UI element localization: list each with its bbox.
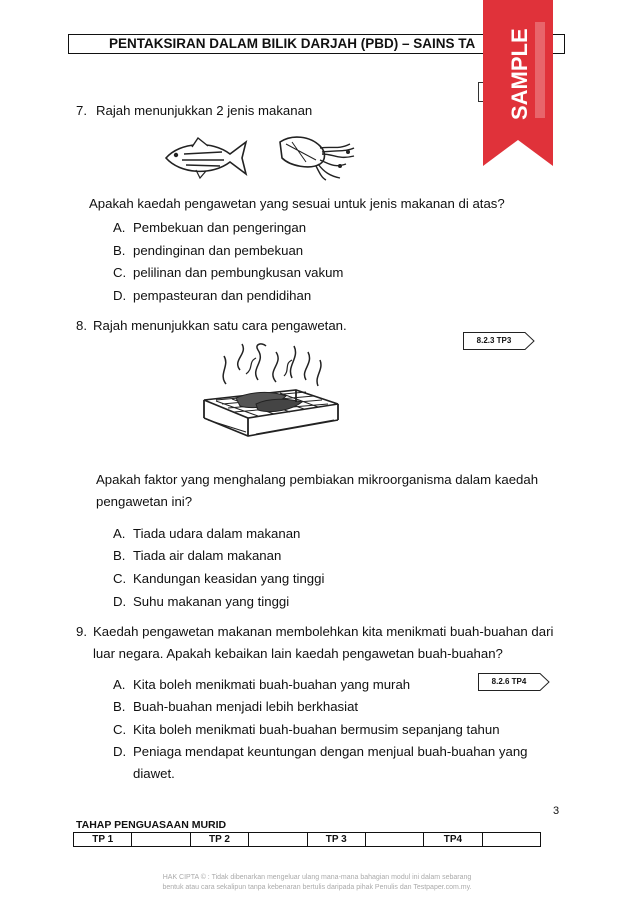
tp2-box xyxy=(249,833,307,847)
tp3-label: TP 3 xyxy=(307,833,365,847)
q9-skill-tag-text: 8.2.6 TP4 xyxy=(491,677,527,686)
q8-option-c: Kandungan keasidan yang tinggi xyxy=(133,571,325,586)
q9-option-b: Buah-buahan menjadi lebih berkhasiat xyxy=(133,699,359,714)
tp4-box xyxy=(482,833,540,847)
squid-illustration xyxy=(276,132,358,182)
tp2-label: TP 2 xyxy=(190,833,248,847)
question-8-text: Rajah menunjukkan satu cara pengawetan. xyxy=(93,318,347,333)
tahap-table xyxy=(73,832,541,847)
tp1-box xyxy=(132,833,190,847)
q7-option-d: pempasteuran dan pendidihan xyxy=(133,288,312,303)
q7-option-d-letter: D. xyxy=(113,288,127,303)
q7-option-b: pendinginan dan pembekuan xyxy=(133,243,304,258)
q7-option-a-letter: A. xyxy=(113,220,126,235)
q7-option-b-letter: B. xyxy=(113,243,126,258)
question-7-text: Rajah menunjukkan 2 jenis makanan xyxy=(96,103,313,118)
tp4-label: TP4 xyxy=(424,833,482,847)
q9-option-b-letter: B. xyxy=(113,699,126,714)
sample-watermark-text: SAMPLE xyxy=(507,28,532,120)
tp1-label: TP 1 xyxy=(74,833,132,847)
tahap-title: TAHAP PENGUASAAN MURID xyxy=(76,819,227,831)
page-number: 3 xyxy=(553,805,560,817)
fish-illustration xyxy=(162,134,248,180)
q8-option-b: Tiada air dalam makanan xyxy=(133,548,282,563)
smoking-illustration xyxy=(196,340,346,445)
q9-option-d-letter: D. xyxy=(113,744,127,759)
question-9-number: 9. xyxy=(76,624,87,639)
q7-option-a: Pembekuan dan pengeringan xyxy=(133,220,307,235)
q8-skill-tag xyxy=(463,332,535,350)
copyright-line2: bentuk atau cara sekalipun tanpa kebenaran bertulis daripada pihak Penulis dan Testpaper.com.my. xyxy=(162,884,472,891)
question-7-number: 7. xyxy=(76,103,87,118)
question-8-number: 8. xyxy=(76,318,87,333)
q9-option-d: Peniaga mendapat keuntungan dengan menjual buah-buahan yang xyxy=(133,744,528,759)
q8-option-b-letter: B. xyxy=(113,548,126,563)
tp3-box xyxy=(365,833,423,847)
q8-option-a-letter: A. xyxy=(113,526,126,541)
q8-skill-tag-text: 8.2.3 TP3 xyxy=(476,336,512,345)
q8-option-d: Suhu makanan yang tinggi xyxy=(133,594,290,609)
question-8-prompt-line2: pengawetan ini? xyxy=(96,494,193,509)
copyright-line1: HAK CIPTA © : Tidak dibenarkan mengeluar ulang mana-mana bahagian modul ini dalam sebarang xyxy=(162,874,472,881)
question-7-prompt: Apakah kaedah pengawetan yang sesuai untuk jenis makanan di atas? xyxy=(89,196,505,211)
q9-option-a: Kita boleh menikmati buah-buahan yang murah xyxy=(133,677,411,692)
q7-option-c: pelilinan dan pembungkusan vakum xyxy=(133,265,344,280)
q9-option-a-letter: A. xyxy=(113,677,126,692)
question-8-prompt-line1: Apakah faktor yang menghalang pembiakan mikroorganisma dalam kaedah xyxy=(96,472,539,487)
question-9-text-line1: Kaedah pengawetan makanan membolehkan kita menikmati buah-buahan dari xyxy=(93,624,554,639)
header-title: PENTAKSIRAN DALAM BILIK DARJAH (PBD) – SAINS TA xyxy=(109,36,476,51)
q8-option-d-letter: D. xyxy=(113,594,127,609)
q8-option-c-letter: C. xyxy=(113,571,127,586)
q9-option-d-line2: diawet. xyxy=(133,766,175,781)
sample-ribbon xyxy=(483,0,553,166)
q9-option-c-letter: C. xyxy=(113,722,127,737)
q8-option-a: Tiada udara dalam makanan xyxy=(133,526,301,541)
question-9-text-line2: luar negara. Apakah kebaikan lain kaedah pengawetan buah-buahan? xyxy=(93,646,503,661)
q9-skill-tag xyxy=(478,673,550,691)
q7-option-c-letter: C. xyxy=(113,265,127,280)
q9-option-c: Kita boleh menikmati buah-buahan bermusim sepanjang tahun xyxy=(133,722,500,737)
